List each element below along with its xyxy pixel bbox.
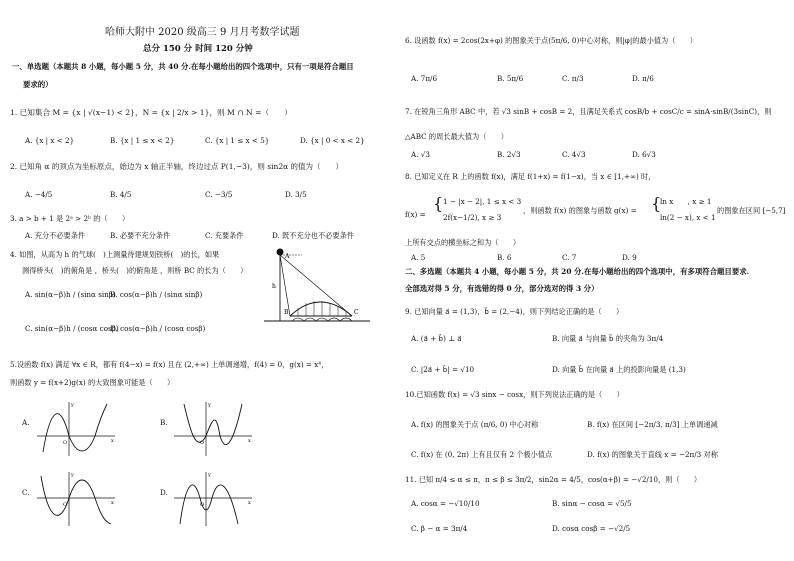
q8-f-brace: {: [433, 194, 444, 213]
section2-heading: 二、多选题（本题共 4 小题，每小题 5 分，共 20 分.在每小题给出的四个选项中，有多项符合题目要求.: [405, 267, 750, 276]
q9-option-c[interactable]: C. |2a⃗ + b⃗| = √10: [411, 365, 475, 374]
q8-option-c[interactable]: C. 7: [562, 253, 577, 262]
q5-graph-b: [172, 400, 254, 458]
q8-tail-text: 的图象在区间 [−5,7]: [717, 206, 786, 215]
q9-option-a[interactable]: A. (a⃗ + b⃗) ⊥ a⃗: [411, 334, 462, 343]
q4-bridge-figure: [262, 246, 372, 328]
svg-text:O: O: [63, 502, 68, 508]
q6-option-d[interactable]: D. π/6: [632, 74, 654, 83]
q2-option-b[interactable]: B. 4/5: [110, 190, 132, 199]
q1-option-b[interactable]: B. {x | 1 ≤ x < 2}: [110, 136, 175, 145]
section1-heading: 一、单选题（本题共 8 小题，每小题 5 分，共 40 分.在每小题给出的四个选项中，只有一项是符合题目: [12, 62, 354, 71]
q5-option-a[interactable]: A.: [22, 418, 30, 427]
q4-option-a[interactable]: A. sin(α−β)h / (sinα sinβ): [25, 290, 116, 299]
q4-option-b[interactable]: B. cos(α−β)h / (sinα sinβ): [110, 290, 203, 299]
q8-f-piece-2: 2f(x−1/2), x ≥ 3: [443, 213, 502, 222]
section2-heading-cont: 全部选对得 5 分，有选错的得 0 分，部分选对的得 3 分）: [405, 284, 599, 293]
svg-text:O: O: [63, 440, 68, 446]
svg-text:x: x: [248, 438, 251, 444]
section1-heading-cont: 要求的）: [23, 80, 53, 89]
q4-figure-label-c: C: [354, 309, 359, 316]
q4-stem-cont: 测得桥头( )的俯角是 ，桥头( )的俯角是 ，则桥 BC 的长为（ ）: [22, 266, 248, 275]
q5-graph-d: [172, 470, 254, 528]
q4-figure-label-b: B: [284, 309, 289, 316]
q5-option-c[interactable]: C.: [22, 488, 30, 497]
q4-figure-label-a: A: [285, 253, 290, 260]
q7-option-d[interactable]: D. 6√3: [632, 150, 656, 159]
q7-option-a[interactable]: A. √3: [411, 150, 430, 159]
q5-stem-cont: 则函数 y = f(x+2)g(x) 的大致图象可能是（ ）: [10, 378, 175, 387]
svg-text:x: x: [111, 500, 114, 506]
q11-option-a[interactable]: A. cosα = −√10/10: [411, 499, 480, 508]
q8-option-d[interactable]: D. 9: [622, 253, 637, 262]
q6-option-a[interactable]: A. 7π/6: [411, 74, 438, 83]
q1-option-a[interactable]: A. {x | x < 2}: [25, 136, 75, 145]
q2-option-a[interactable]: A. −4/5: [25, 190, 53, 199]
q7-option-c[interactable]: C. 4√3: [562, 150, 586, 159]
q7-option-b[interactable]: B. 2√3: [497, 150, 521, 159]
q8-option-b[interactable]: B. 6: [497, 253, 512, 262]
svg-text:x: x: [248, 500, 251, 506]
q8-stem: 8. 已知定义在 R 上的函数 f(x)，满足 f(1+x) = f(1−x)，当 x ∈ [1,+∞) 时，: [405, 172, 656, 181]
q8-g-piece-2: ln(2 − x), x < 1: [660, 213, 716, 222]
q11-option-c[interactable]: C. β − α = 3π/4: [411, 524, 468, 533]
q5-option-b[interactable]: B.: [160, 418, 168, 427]
q6-option-c[interactable]: C. π/3: [562, 74, 584, 83]
q9-stem: 9. 已知向量 a⃗ = (1,3)，b⃗ = (2,−4)，则下列结论正确的是（ ）: [405, 307, 624, 316]
q6-stem: 6. 设函数 f(x) = 2cos(2x+φ) 的图象关于点(5π/6, 0)中心对称，则|φ|的最小值为（ ）: [405, 36, 697, 45]
svg-text:y: y: [208, 402, 211, 408]
q11-stem: 11. 已知 π/4 ≤ α ≤ π，π ≤ β ≤ 3π/2，sin2α = 4/5，cos(α+β) = −√2/10，则（ ）: [405, 475, 702, 484]
q11-option-d[interactable]: D. cosα cosβ = −√2/5: [552, 524, 631, 533]
q9-option-b[interactable]: B. 向量 a⃗ 与向量 b⃗ 的夹角为 3π/4: [552, 334, 664, 343]
q8-option-a[interactable]: A. 5: [411, 253, 426, 262]
svg-text:O: O: [200, 440, 205, 446]
page-title: 哈师大附中 2020 级高三 9 月月考数学试题: [105, 27, 300, 38]
q3-option-c[interactable]: C. 充要条件: [205, 231, 244, 240]
q3-option-a[interactable]: A. 充分不必要条件: [25, 231, 86, 240]
q5-graph-c: [35, 470, 117, 528]
q3-option-d[interactable]: D. 既不充分也不必要条件: [272, 231, 354, 240]
svg-text:y: y: [71, 402, 74, 408]
svg-text:O: O: [200, 502, 205, 508]
q10-option-c[interactable]: C. f(x) 在 (0, 2π) 上有且仅有 2 个极小值点: [411, 450, 553, 459]
q8-f-label: f(x) =: [405, 210, 426, 219]
q11-option-b[interactable]: B. sinα − cosα = √5/5: [552, 499, 632, 508]
q8-g-brace: {: [651, 194, 662, 213]
page-subtitle: 总分 150 分 时间 120 分钟: [143, 44, 253, 54]
q5-graph-a: [35, 400, 117, 458]
q10-option-b[interactable]: B. f(x) 在区间 [−2π/3, π/3] 上单调递减: [587, 420, 718, 429]
q1-option-c[interactable]: C. {x | 1 ≤ x < 5}: [205, 136, 270, 145]
q3-option-b[interactable]: B. 必要不充分条件: [110, 231, 171, 240]
q2-option-c[interactable]: C. −3/5: [205, 190, 233, 199]
q10-option-d[interactable]: D. f(x) 的图象关于直线 x = −2π/3 对称: [587, 450, 718, 459]
q3-stem: 3. a > b + 1 是 2ᵃ > 2ᵇ 的（ ）: [10, 214, 130, 223]
q5-option-d[interactable]: D.: [160, 488, 168, 497]
q8-g-piece-1: ln x , x ≥ 1: [660, 197, 712, 206]
q6-option-b[interactable]: B. 5π/6: [497, 74, 524, 83]
q4-stem: 4. 如图，从高为 h 的气球( )上测量待建规划铁桥( )的长，如果: [10, 250, 220, 259]
q2-option-d[interactable]: D. 3/5: [285, 190, 307, 199]
q8-f-piece-1: 1 − |x − 2|, 1 ≤ x < 3: [443, 197, 522, 206]
q10-option-a[interactable]: A. f(x) 的图象关于点 (π/6, 0) 中心对称: [411, 420, 539, 429]
q1-stem: 1. 已知集合 M = {x | √(x−1) < 2}，N = {x | 2/x > 1}，则 M ∩ N =（ ）: [10, 108, 292, 117]
svg-text:y: y: [208, 472, 211, 478]
svg-text:x: x: [111, 438, 114, 444]
q9-option-d[interactable]: D. 向量 b⃗ 在向量 a⃗ 上的投影向量是 (1,3): [552, 365, 686, 374]
q8-mid-text: ，则函数 f(x) 的图象与函数 g(x) =: [523, 206, 637, 215]
q1-option-d[interactable]: D. {x | 0 < x < 2}: [300, 136, 365, 145]
svg-text:y: y: [71, 472, 74, 478]
q5-stem: 5.设函数 f(x) 满足 ∀x ∈ R，都有 f(4−x) = f(x) 且在 (2,+∞) 上单调递增，f(4) = 0，g(x) = x⁴，: [10, 360, 329, 369]
q4-option-c[interactable]: C. sin(α−β)h / (cosα cosβ): [25, 324, 119, 333]
q10-stem: 10.已知函数 f(x) = √3 sinx − cosx，则下列说法正确的是（ ）: [405, 390, 624, 399]
q4-figure-label-h: h: [272, 283, 276, 290]
q2-stem: 2. 已知角 α 的顶点为坐标原点，始边为 x 轴正半轴，终边过点 P(1,−3)，则 sin2α 的值为（ ）: [10, 162, 344, 171]
q7-stem: 7. 在锐角三角形 ABC 中，若 √3 sinB + cosB = 2，且满足关系式 cosB/b + cosC/c = sinA·sinB/(3sinC)，则: [405, 107, 772, 116]
right-column: [397, 0, 794, 561]
q4-option-d[interactable]: D. cos(α−β)h / (cosα cosβ): [110, 324, 206, 333]
q8-stem-cont: 上所有交点的横坐标之和为（ ）: [405, 238, 521, 247]
q7-stem-cont: △ABC 的周长最大值为（ ）: [405, 132, 508, 141]
